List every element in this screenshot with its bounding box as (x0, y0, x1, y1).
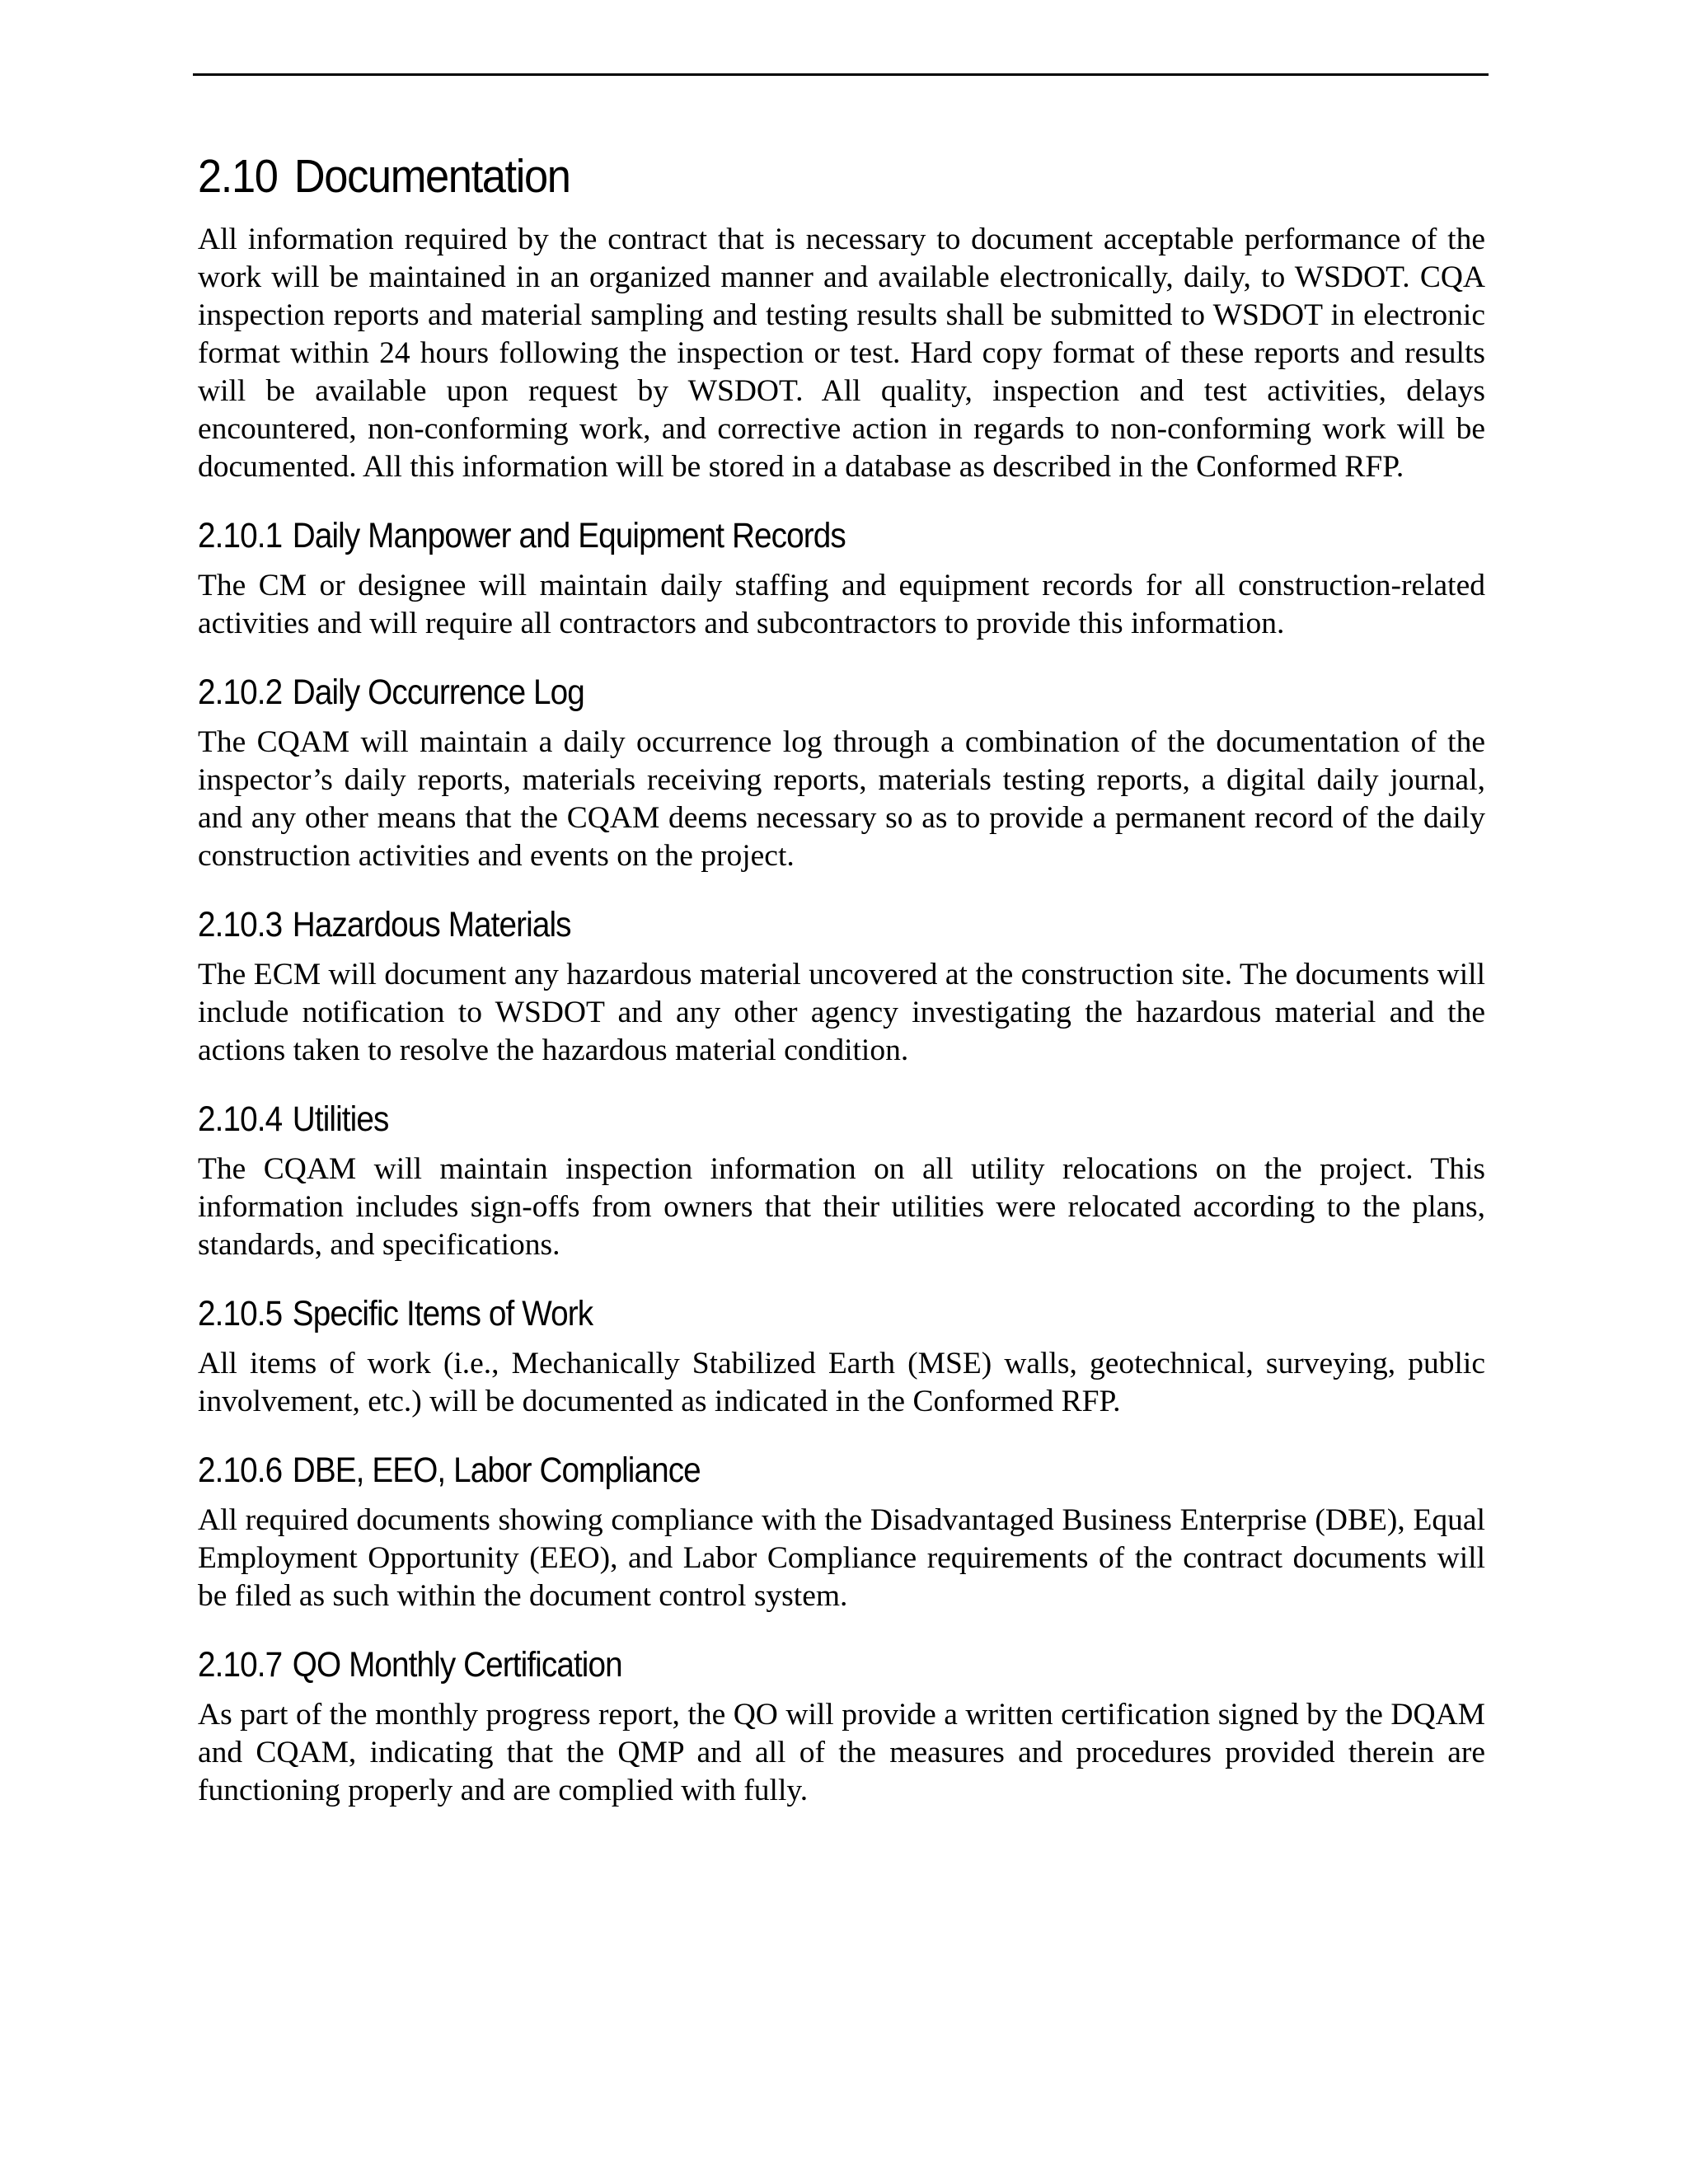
subsection-title: Daily Manpower and Equipment Records (292, 516, 846, 555)
subsection-heading-specific-items (198, 1291, 1357, 1337)
section-number: 2.10 (198, 150, 278, 203)
subsection-title: Specific Items of Work (292, 1294, 593, 1333)
subsection-heading-dbe-eeo (198, 1447, 1357, 1493)
subsection-title: DBE, EEO, Labor Compliance (292, 1451, 701, 1490)
subsection-title: QO Monthly Certification (292, 1645, 622, 1685)
subsection-paragraph-utilities: The CQAM will maintain inspection information on all utility relocations on the project. This information includes sign-offs from owners that their utilities were relocated according to the plans, standards, and specifications. (198, 1152, 1485, 1262)
header-rule (193, 73, 1489, 76)
subsection-number: 2.10.7 (198, 1645, 283, 1685)
subsection-number: 2.10.5 (198, 1294, 283, 1333)
section-paragraph: All information required by the contract that is necessary to document acceptable performance of the work will be maintained in an organized manner and available electronically, daily, to WSDOT. CQA inspection reports and material sampling and testing results shall be submitted to WSDOT in electronic format within 24 hours following the inspection or test. Hard copy format of these reports and results will be available upon request by WSDOT. All quality, inspection and test activities, delays encountered, non-conforming work, and corrective action in regards to non-conforming work will be documented. All this information will be stored in a database as described in the Conformed RFP. (198, 223, 1485, 484)
subsection-paragraph-hazardous-materials: The ECM will document any hazardous material uncovered at the construction site. The documents will include notification to WSDOT and any other agency investigating the hazardous material and the actions taken to resolve the hazardous material condition. (198, 958, 1485, 1067)
subsection-paragraph-dbe-eeo: All required documents showing compliance with the Disadvantaged Business Enterprise (DBE), Equal Employment Opportunity (EEO), and Labor Compliance requirements of the contract documents will be filed as such within the document control system. (198, 1503, 1485, 1613)
document-content (198, 147, 1485, 1836)
subsection-heading-daily-manpower (198, 513, 1357, 559)
subsection-paragraph-specific-items: All items of work (i.e., Mechanically Stabilized Earth (MSE) walls, geotechnical, surveying, public involvement, etc.) will be documented as indicated in the Conformed RFP. (198, 1347, 1485, 1418)
subsection-number: 2.10.6 (198, 1451, 283, 1490)
subsection-number: 2.10.2 (198, 673, 283, 712)
subsection-title: Hazardous Materials (292, 905, 571, 944)
subsection-number: 2.10.4 (198, 1099, 283, 1139)
subsection-heading-daily-occurrence-log (198, 669, 1357, 715)
section-title: Documentation (293, 150, 570, 203)
subsection-title: Utilities (292, 1099, 389, 1139)
subsection-heading-hazardous-materials (198, 902, 1357, 948)
subsection-number: 2.10.1 (198, 516, 283, 555)
subsection-paragraph-daily-manpower: The CM or designee will maintain daily staffing and equipment records for all construction-related activities and will require all contractors and subcontractors to provide this information. (198, 569, 1485, 640)
subsection-heading-qo-certification (198, 1642, 1357, 1688)
subsection-paragraph-daily-occurrence-log: The CQAM will maintain a daily occurrence log through a combination of the documentation of the inspector’s daily reports, materials receiving reports, materials testing reports, a digital daily journal, and any other means that the CQAM deems necessary so as to provide a permanent record of the daily construction activities and events on the project. (198, 725, 1485, 873)
subsection-title: Daily Occurrence Log (292, 673, 584, 712)
subsection-number: 2.10.3 (198, 905, 283, 944)
section-heading (198, 147, 1382, 206)
subsection-paragraph-qo-certification: As part of the monthly progress report, the QO will provide a written certification signed by the DQAM and CQAM, indicating that the QMP and all of the measures and procedures provided therein are functioning properly and are complied with fully. (198, 1698, 1485, 1807)
subsection-heading-utilities (198, 1096, 1357, 1142)
